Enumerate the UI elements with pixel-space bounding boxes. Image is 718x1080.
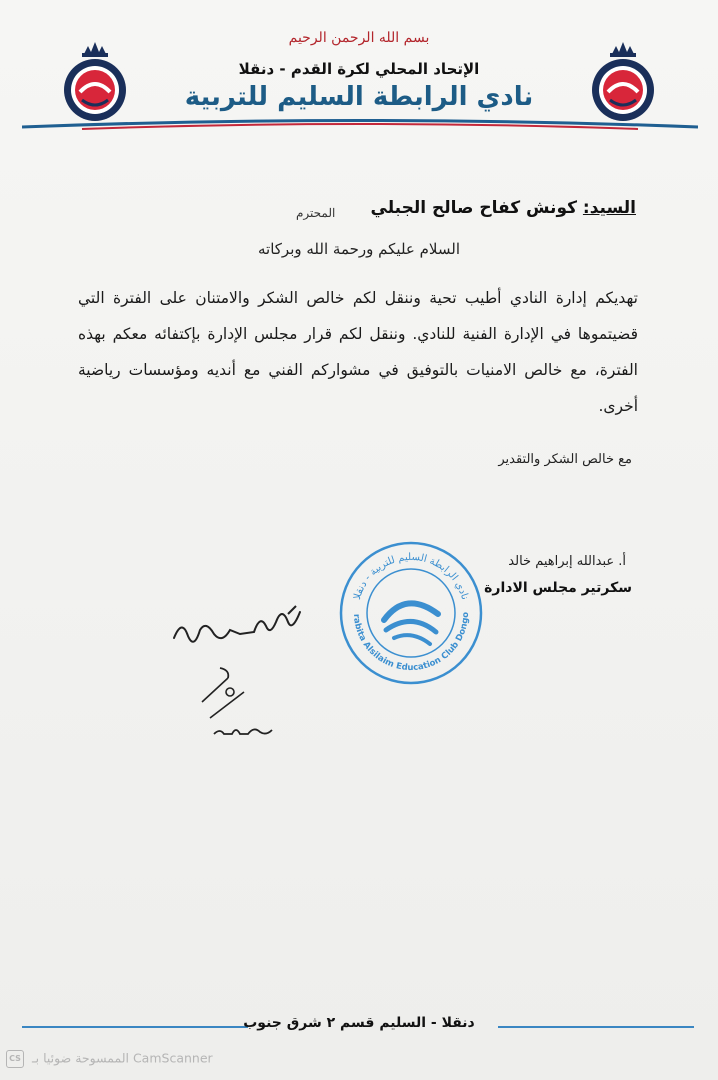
- official-stamp: [336, 538, 486, 688]
- header-swoosh: [22, 118, 698, 130]
- basmala: بسم الله الرحمن الرحيم: [288, 30, 430, 46]
- recipient-line: [371, 198, 636, 218]
- footer-address: دنقلا - السليم قسم ٢ شرق جنوب: [243, 1015, 475, 1031]
- signatory-title: سكرتير مجلس الادارة: [484, 580, 632, 596]
- handwritten-date: [184, 662, 294, 752]
- recipient-name: كونش كفاح صالح الجبلي: [370, 198, 577, 218]
- union-name: الإتحاد المحلي لكرة القدم - دنقلا: [238, 60, 480, 78]
- letter-body: تهديكم إدارة النادي أطيب تحية وننقل لكم خالص الشكر والامتنان على الفترة التي قضيتموها في الإدارة الفنية للنادي. وننقل لكم قرار مجلس الإدارة بإكتفائه معكم بهذه الفترة، مع خالص الامنيات بالتوفيق في مشواركم الفني مع أنديه ومؤسسات رياضية أخرى.: [78, 289, 638, 415]
- signatory-name: أ. عبدالله إبراهيم خالد: [508, 554, 626, 569]
- club-name-heading: نادي الرابطة السليم للتربية: [184, 82, 534, 112]
- closing-line: مع خالص الشكر والتقدير: [498, 452, 632, 467]
- camscanner-icon: CS: [6, 1050, 24, 1068]
- stamp-arabic-text: نادي الرابطة السليم للتربية - دنقلا: [351, 551, 471, 602]
- camscanner-text: الممسوحة ضوئيا بـ CamScanner: [31, 1050, 213, 1066]
- greeting: السلام عليكم ورحمة الله وبركاته: [258, 240, 460, 258]
- handwritten-signature: [168, 600, 318, 650]
- recipient-label: السيد:: [582, 198, 636, 218]
- honorific: المحترم: [296, 206, 336, 220]
- stamp-english-text: rabita Alsilaim Education Club Dongo: [350, 611, 472, 674]
- camscanner-watermark: [6, 1050, 213, 1068]
